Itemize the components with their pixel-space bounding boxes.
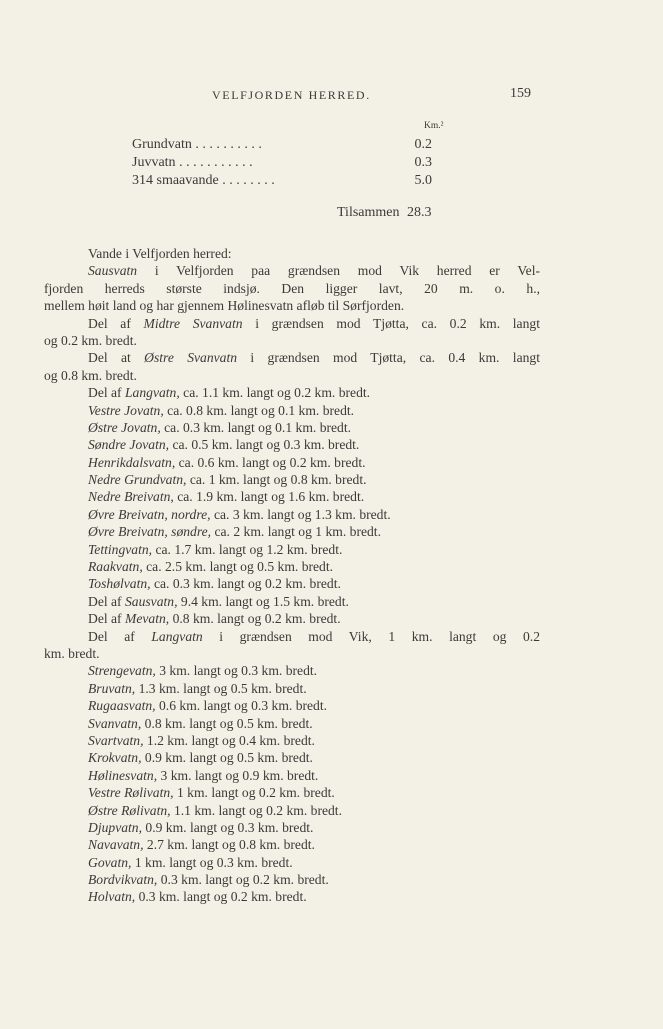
lake-entry xyxy=(44,593,540,610)
lake-entry xyxy=(44,697,540,714)
lake-dimensions: ca. 1 km. langt og 0.8 km. bredt. xyxy=(189,472,367,488)
summary-total xyxy=(337,205,432,221)
text-line xyxy=(44,262,540,279)
text-line: og 0.8 km. bredt. xyxy=(44,367,137,383)
lake-name: Øvre Breivatn, søndre, xyxy=(88,524,212,540)
lake-name: Østre Jovatn, xyxy=(88,419,161,435)
text-line: fjorden herreds største indsjø. Den ligger lavt, 20 m. o. h., xyxy=(44,280,540,296)
lake-name: Hølinesvatn, xyxy=(88,767,158,783)
lake-dimensions: 9.4 km. langt og 1.5 km. bredt. xyxy=(180,593,349,609)
lake-dimensions: ca. 0.3 km. langt og 0.2 km. bredt. xyxy=(153,576,341,592)
lake-dimensions: 0.8 km. langt og 0.2 km. bredt. xyxy=(172,611,341,627)
summary-total-value: 28.3 xyxy=(407,205,432,220)
lake-dimensions: 0.8 km. langt og 0.5 km. bredt. xyxy=(144,715,313,731)
lake-dimensions: ca. 3 km. langt og 1.3 km. bredt. xyxy=(213,506,391,522)
summary-row-value: 5.0 xyxy=(414,173,432,188)
lake-entry xyxy=(44,506,540,523)
lake-entry xyxy=(44,471,540,488)
lake-dimensions: 0.3 km. langt og 0.2 km. bredt. xyxy=(160,872,329,888)
summary-row-value: 0.3 xyxy=(414,155,432,170)
lake-dimensions: 3 km. langt og 0.3 km. bredt. xyxy=(159,663,318,679)
text-line xyxy=(44,628,540,645)
lake-dimensions: ca. 1.1 km. langt og 0.2 km. bredt. xyxy=(183,385,371,401)
summary-row-label: Juvvatn xyxy=(132,155,176,170)
lake-entry xyxy=(44,662,540,679)
lake-entry xyxy=(44,541,540,558)
page-header xyxy=(0,88,663,106)
lake-entry xyxy=(44,384,540,401)
lake-entry xyxy=(44,749,540,766)
intro-line: Vande i Velfjorden herred: xyxy=(88,246,232,261)
lake-entry xyxy=(44,819,540,836)
lake-name: Sausvatn xyxy=(88,263,138,279)
lake-name: Djupvatn, xyxy=(88,819,142,835)
lake-dimensions: 0.9 km. langt og 0.3 km. bredt. xyxy=(145,819,314,835)
running-head: VELFJORDEN HERRED. xyxy=(212,88,371,102)
text-line: og 0.2 km. bredt. xyxy=(44,332,137,348)
leader-dots: . . . . . . . . . . . xyxy=(175,155,253,170)
lake-name: Langvatn xyxy=(151,628,203,644)
lake-name: Nedre Grundvatn, xyxy=(88,472,187,488)
lake-name: Øvre Breivatn, nordre, xyxy=(88,506,211,522)
lake-dimensions: 0.6 km. langt og 0.3 km. bredt. xyxy=(159,698,328,714)
lake-dimensions: ca. 0.8 km. langt og 0.1 km. bredt. xyxy=(167,402,355,418)
lake-name: Strengevatn, xyxy=(88,663,156,679)
lake-entry xyxy=(44,836,540,853)
lake-dimensions: 3 km. langt og 0.9 km. bredt. xyxy=(160,767,319,783)
summary-row-label: Grundvatn xyxy=(132,137,192,152)
lake-name: Østre Svanvatn xyxy=(144,350,238,366)
lake-dimensions: ca. 0.6 km. langt og 0.2 km. bredt. xyxy=(178,454,366,470)
leader-dots: . . . . . . . . xyxy=(218,173,275,188)
lake-entry xyxy=(44,854,540,871)
summary-total-label: Tilsammen xyxy=(337,205,400,220)
lake-name: Tettingvatn, xyxy=(88,541,153,557)
lake-name: Søndre Jovatn, xyxy=(88,437,170,453)
unit-label: Km.² xyxy=(424,121,444,131)
lake-entry xyxy=(44,523,540,540)
lake-description: i Velfjorden paa grændsen mod Vik herred er Vel- xyxy=(154,263,540,279)
summary-row xyxy=(132,155,432,173)
lake-name: Svanvatn, xyxy=(88,715,142,731)
lake-name: Vestre Rølivatn, xyxy=(88,785,174,801)
lake-name: Midtre Svanvatn xyxy=(143,315,243,331)
summary-row-value: 0.2 xyxy=(414,137,432,152)
lake-name: Bordvikvatn, xyxy=(88,872,158,888)
lake-dimensions: ca. 1.9 km. langt og 1.6 km. bredt. xyxy=(177,489,365,505)
lake-entry xyxy=(44,715,540,732)
lake-entry xyxy=(44,575,540,592)
lake-dimensions: 0.3 km. langt og 0.2 km. bredt. xyxy=(138,889,307,905)
lake-name: Langvatn, xyxy=(125,385,180,401)
lake-dimensions: 2.7 km. langt og 0.8 km. bredt. xyxy=(146,837,315,853)
lake-entry xyxy=(44,732,540,749)
lake-entry xyxy=(44,802,540,819)
prefix: Del af xyxy=(88,628,135,644)
lake-entry xyxy=(44,454,540,471)
lake-description: i grændsen mod Tjøtta, ca. 0.4 km. langt xyxy=(250,350,540,366)
lake-name: Henrikdalsvatn, xyxy=(88,454,176,470)
lake-entry xyxy=(44,784,540,801)
lake-name: Govatn, xyxy=(88,854,132,870)
lake-dimensions: 1 km. langt og 0.3 km. bredt. xyxy=(134,854,293,870)
lake-dimensions: ca. 0.3 km. langt og 0.1 km. bredt. xyxy=(164,419,352,435)
lake-dimensions: ca. 2.5 km. langt og 0.5 km. bredt. xyxy=(146,559,334,575)
lake-dimensions: ca. 2 km. langt og 1 km. bredt. xyxy=(214,524,381,540)
lake-dimensions: 0.9 km. langt og 0.5 km. bredt. xyxy=(144,750,313,766)
lake-dimensions: ca. 0.5 km. langt og 0.3 km. bredt. xyxy=(172,437,360,453)
lake-dimensions: 1.1 km. langt og 0.2 km. bredt. xyxy=(173,802,342,818)
summary-row xyxy=(132,137,432,155)
prefix: Del af xyxy=(88,385,122,401)
lake-entry xyxy=(44,767,540,784)
summary-row xyxy=(132,173,432,191)
lake-name: Nedre Breivatn, xyxy=(88,489,174,505)
lake-name: Raakvatn, xyxy=(88,559,143,575)
lake-name: Navavatn, xyxy=(88,837,144,853)
lake-entry xyxy=(44,871,540,888)
lake-name: Holvatn, xyxy=(88,889,136,905)
lake-name: Toshølvatn, xyxy=(88,576,151,592)
lake-entry xyxy=(44,402,540,419)
lake-description: i grændsen mod Tjøtta, ca. 0.2 km. langt xyxy=(255,315,540,331)
prefix: Del at xyxy=(88,350,131,366)
lake-description: i grændsen mod Vik, 1 km. langt og 0.2 xyxy=(219,628,540,644)
page-number: 159 xyxy=(510,86,531,101)
lake-name: Rugaasvatn, xyxy=(88,698,156,714)
lake-name: Vestre Jovatn, xyxy=(88,402,164,418)
text-line xyxy=(44,349,540,366)
lake-entry xyxy=(44,419,540,436)
prefix: Del af xyxy=(88,611,122,627)
lake-name: Krokvatn, xyxy=(88,750,142,766)
lake-name: Østre Rølivatn, xyxy=(88,802,171,818)
prefix: Del af xyxy=(88,593,122,609)
lake-entry xyxy=(44,888,540,905)
lake-name: Bruvatn, xyxy=(88,680,136,696)
lake-name: Sausvatn, xyxy=(125,593,178,609)
lake-name: Svartvatn, xyxy=(88,732,144,748)
text-line: km. bredt. xyxy=(44,645,100,661)
leader-dots: . . . . . . . . . . xyxy=(191,137,262,152)
text-line: mellem høit land og har gjennem Hølinesvatn afløb til Sørfjorden. xyxy=(44,298,405,314)
summary-row-label: 314 smaavande xyxy=(132,173,219,188)
prefix: Del af xyxy=(88,315,131,331)
lake-entry xyxy=(44,610,540,627)
text-line xyxy=(44,315,540,332)
lake-name: Mevatn, xyxy=(125,611,170,627)
lake-entry xyxy=(44,436,540,453)
body-text xyxy=(44,245,540,906)
lake-dimensions: ca. 1.7 km. langt og 1.2 km. bredt. xyxy=(155,541,343,557)
lake-entry xyxy=(44,488,540,505)
lake-dimensions: 1.3 km. langt og 0.5 km. bredt. xyxy=(138,680,307,696)
lake-entry xyxy=(44,558,540,575)
lake-dimensions: 1.2 km. langt og 0.4 km. bredt. xyxy=(146,732,315,748)
lake-dimensions: 1 km. langt og 0.2 km. bredt. xyxy=(176,785,335,801)
lake-entry xyxy=(44,680,540,697)
